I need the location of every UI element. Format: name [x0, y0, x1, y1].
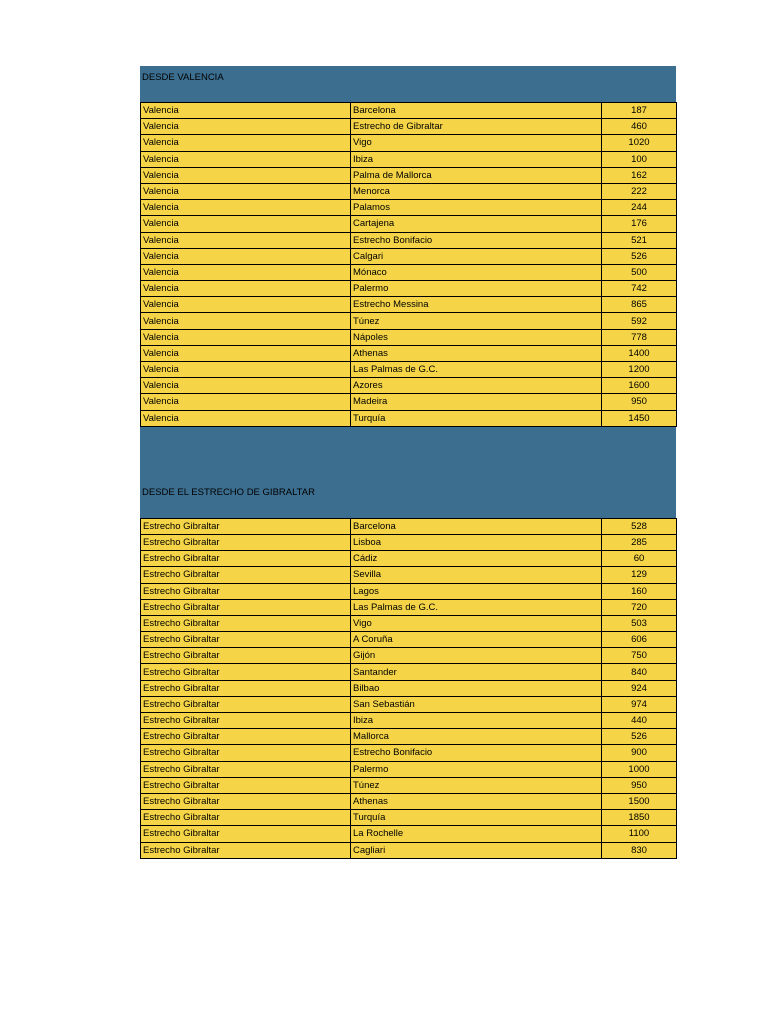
table-row	[141, 615, 677, 631]
destination-cell: Estrecho Bonifacio	[351, 232, 602, 248]
destination-cell: Mallorca	[351, 729, 602, 745]
table-row	[141, 518, 677, 534]
destination-cell: Sevilla	[351, 567, 602, 583]
origin-cell: Estrecho Gibraltar	[141, 551, 351, 567]
origin-cell: Estrecho Gibraltar	[141, 615, 351, 631]
distance-cell: 924	[602, 680, 677, 696]
distance-cell: 244	[602, 200, 677, 216]
distance-cell: 778	[602, 329, 677, 345]
destination-cell: Madeira	[351, 394, 602, 410]
table-row	[141, 378, 677, 394]
origin-cell: Estrecho Gibraltar	[141, 664, 351, 680]
table-row	[141, 696, 677, 712]
origin-cell: Estrecho Gibraltar	[141, 793, 351, 809]
destination-cell: Bilbao	[351, 680, 602, 696]
destination-cell: Athenas	[351, 793, 602, 809]
destination-cell: Vigo	[351, 135, 602, 151]
origin-cell: Valencia	[141, 200, 351, 216]
origin-cell: Valencia	[141, 345, 351, 361]
distance-cell: 129	[602, 567, 677, 583]
origin-cell: Valencia	[141, 183, 351, 199]
table-row	[141, 826, 677, 842]
table-row	[141, 362, 677, 378]
origin-cell: Valencia	[141, 297, 351, 313]
origin-cell: Estrecho Gibraltar	[141, 842, 351, 858]
origin-cell: Valencia	[141, 248, 351, 264]
distance-cell: 974	[602, 696, 677, 712]
origin-cell: Estrecho Gibraltar	[141, 599, 351, 615]
distance-cell: 900	[602, 745, 677, 761]
origin-cell: Estrecho Gibraltar	[141, 696, 351, 712]
destination-cell: Túnez	[351, 313, 602, 329]
destination-cell: San Sebastián	[351, 696, 602, 712]
table-row	[141, 567, 677, 583]
origin-cell: Valencia	[141, 119, 351, 135]
distance-cell: 528	[602, 518, 677, 534]
distance-cell: 100	[602, 151, 677, 167]
origin-cell: Valencia	[141, 232, 351, 248]
destination-cell: Menorca	[351, 183, 602, 199]
section-header-gibraltar	[140, 427, 676, 518]
table-row	[141, 103, 677, 119]
table-row	[141, 810, 677, 826]
table-row	[141, 745, 677, 761]
destination-cell: Cádiz	[351, 551, 602, 567]
destination-cell: Túnez	[351, 777, 602, 793]
origin-cell: Valencia	[141, 135, 351, 151]
table-row	[141, 599, 677, 615]
destination-cell: Estrecho de Gibraltar	[351, 119, 602, 135]
origin-cell: Valencia	[141, 329, 351, 345]
origin-cell: Valencia	[141, 264, 351, 280]
destination-cell: Lagos	[351, 583, 602, 599]
distance-cell: 720	[602, 599, 677, 615]
table-row	[141, 551, 677, 567]
origin-cell: Estrecho Gibraltar	[141, 761, 351, 777]
destination-cell: Calgari	[351, 248, 602, 264]
destination-cell: Santander	[351, 664, 602, 680]
origin-cell: Valencia	[141, 216, 351, 232]
distance-cell: 285	[602, 534, 677, 550]
origin-cell: Estrecho Gibraltar	[141, 680, 351, 696]
destination-cell: Vigo	[351, 615, 602, 631]
distance-cell: 187	[602, 103, 677, 119]
distance-table-valencia	[140, 102, 677, 427]
table-row	[141, 534, 677, 550]
distance-cell: 1200	[602, 362, 677, 378]
distance-cell: 742	[602, 281, 677, 297]
section-header-valencia	[140, 66, 676, 102]
table-row	[141, 680, 677, 696]
destination-cell: Barcelona	[351, 518, 602, 534]
distance-cell: 865	[602, 297, 677, 313]
table-row	[141, 281, 677, 297]
table-row	[141, 135, 677, 151]
distance-cell: 526	[602, 248, 677, 264]
destination-cell: A Coruña	[351, 632, 602, 648]
spreadsheet	[140, 66, 676, 859]
distance-cell: 950	[602, 777, 677, 793]
origin-cell: Valencia	[141, 167, 351, 183]
destination-cell: Estrecho Messina	[351, 297, 602, 313]
table-row	[141, 313, 677, 329]
table-row	[141, 664, 677, 680]
table-row	[141, 167, 677, 183]
distance-cell: 1020	[602, 135, 677, 151]
distance-cell: 176	[602, 216, 677, 232]
origin-cell: Estrecho Gibraltar	[141, 777, 351, 793]
distance-cell: 830	[602, 842, 677, 858]
origin-cell: Estrecho Gibraltar	[141, 826, 351, 842]
destination-cell: Athenas	[351, 345, 602, 361]
origin-cell: Valencia	[141, 362, 351, 378]
table-row	[141, 264, 677, 280]
table-row	[141, 297, 677, 313]
origin-cell: Estrecho Gibraltar	[141, 729, 351, 745]
table-row	[141, 761, 677, 777]
table-row	[141, 183, 677, 199]
table-row	[141, 345, 677, 361]
destination-cell: Ibiza	[351, 713, 602, 729]
origin-cell: Estrecho Gibraltar	[141, 810, 351, 826]
origin-cell: Estrecho Gibraltar	[141, 745, 351, 761]
origin-cell: Valencia	[141, 394, 351, 410]
distance-cell: 1400	[602, 345, 677, 361]
table-row	[141, 329, 677, 345]
origin-cell: Estrecho Gibraltar	[141, 583, 351, 599]
origin-cell: Estrecho Gibraltar	[141, 534, 351, 550]
table-row	[141, 583, 677, 599]
table-row	[141, 216, 677, 232]
section-title: DESDE EL ESTRECHO DE GIBRALTAR	[142, 486, 315, 498]
distance-cell: 1450	[602, 410, 677, 426]
destination-cell: Nápoles	[351, 329, 602, 345]
origin-cell: Valencia	[141, 313, 351, 329]
destination-cell: Ibiza	[351, 151, 602, 167]
distance-cell: 750	[602, 648, 677, 664]
table-row	[141, 793, 677, 809]
destination-cell: Cagliari	[351, 842, 602, 858]
table-row	[141, 151, 677, 167]
destination-cell: La Rochelle	[351, 826, 602, 842]
distance-cell: 1100	[602, 826, 677, 842]
destination-cell: Turquía	[351, 810, 602, 826]
section-title: DESDE VALENCIA	[142, 72, 224, 83]
destination-cell: Palermo	[351, 761, 602, 777]
destination-cell: Turquía	[351, 410, 602, 426]
distance-cell: 1850	[602, 810, 677, 826]
destination-cell: Lisboa	[351, 534, 602, 550]
destination-cell: Las Palmas de G.C.	[351, 599, 602, 615]
distance-cell: 521	[602, 232, 677, 248]
table-row	[141, 729, 677, 745]
distance-cell: 592	[602, 313, 677, 329]
distance-cell: 440	[602, 713, 677, 729]
table-row	[141, 648, 677, 664]
distance-cell: 1500	[602, 793, 677, 809]
origin-cell: Estrecho Gibraltar	[141, 648, 351, 664]
distance-cell: 503	[602, 615, 677, 631]
origin-cell: Valencia	[141, 410, 351, 426]
distance-cell: 1000	[602, 761, 677, 777]
destination-cell: Estrecho Bonifacio	[351, 745, 602, 761]
distance-cell: 606	[602, 632, 677, 648]
table-row	[141, 119, 677, 135]
distance-cell: 162	[602, 167, 677, 183]
table-row	[141, 410, 677, 426]
distance-cell: 500	[602, 264, 677, 280]
destination-cell: Las Palmas de G.C.	[351, 362, 602, 378]
origin-cell: Valencia	[141, 281, 351, 297]
table-row	[141, 713, 677, 729]
table-row	[141, 248, 677, 264]
destination-cell: Palermo	[351, 281, 602, 297]
origin-cell: Estrecho Gibraltar	[141, 713, 351, 729]
table-row	[141, 632, 677, 648]
origin-cell: Valencia	[141, 103, 351, 119]
destination-cell: Gijón	[351, 648, 602, 664]
origin-cell: Valencia	[141, 151, 351, 167]
distance-cell: 222	[602, 183, 677, 199]
table-row	[141, 232, 677, 248]
table-row	[141, 394, 677, 410]
origin-cell: Valencia	[141, 378, 351, 394]
destination-cell: Mónaco	[351, 264, 602, 280]
distance-cell: 60	[602, 551, 677, 567]
origin-cell: Estrecho Gibraltar	[141, 632, 351, 648]
destination-cell: Barcelona	[351, 103, 602, 119]
table-row	[141, 842, 677, 858]
distance-cell: 526	[602, 729, 677, 745]
distance-cell: 840	[602, 664, 677, 680]
distance-cell: 460	[602, 119, 677, 135]
destination-cell: Palma de Mallorca	[351, 167, 602, 183]
table-row	[141, 200, 677, 216]
table-row	[141, 777, 677, 793]
distance-table-gibraltar	[140, 518, 677, 859]
destination-cell: Palamos	[351, 200, 602, 216]
destination-cell: Azores	[351, 378, 602, 394]
distance-cell: 950	[602, 394, 677, 410]
distance-cell: 160	[602, 583, 677, 599]
origin-cell: Estrecho Gibraltar	[141, 518, 351, 534]
origin-cell: Estrecho Gibraltar	[141, 567, 351, 583]
distance-cell: 1600	[602, 378, 677, 394]
destination-cell: Cartajena	[351, 216, 602, 232]
